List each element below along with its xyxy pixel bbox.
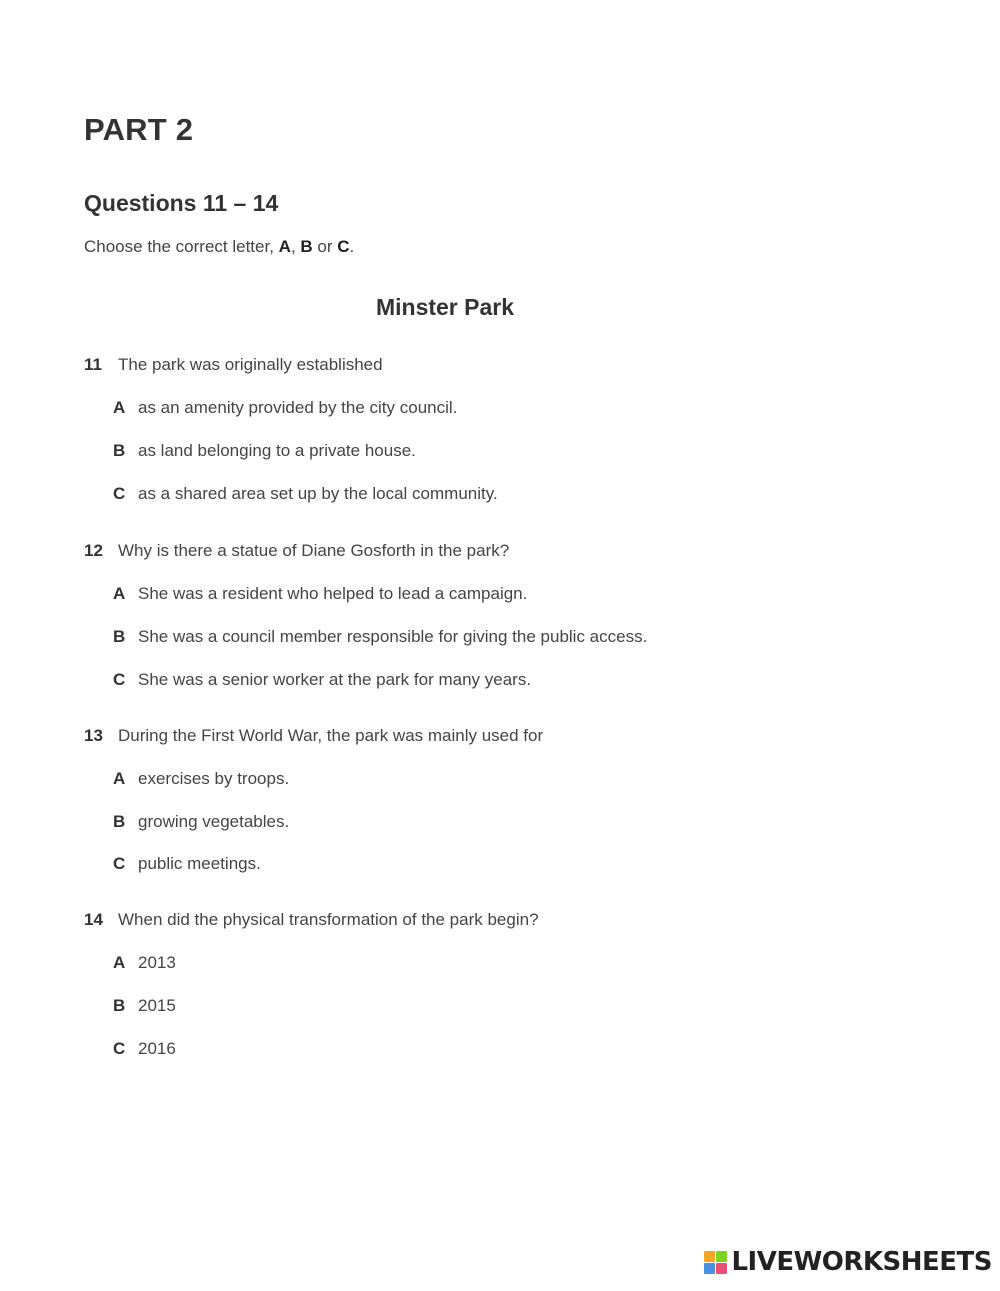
instruction-sep-1: ,	[290, 237, 301, 256]
option-letter: A	[113, 584, 126, 603]
option-text: 2016	[138, 1039, 176, 1058]
option-letter: A	[113, 953, 126, 972]
logo-blocks-icon	[704, 1251, 727, 1274]
question-11	[84, 355, 383, 375]
question-text: When did the physical transformation of the park begin?	[118, 910, 539, 929]
document-heading: Minster Park	[375, 294, 515, 320]
question-number: 13	[84, 726, 103, 745]
logo-text: LIVEWORKSHEETS	[731, 1247, 992, 1277]
questions-range-heading: Questions 11 – 14	[84, 190, 279, 216]
option-text: exercises by troops.	[138, 769, 290, 788]
option-letter: C	[113, 670, 126, 689]
instruction-prefix: Choose the correct letter,	[84, 237, 279, 256]
option-letter: B	[113, 441, 126, 460]
question-number: 14	[84, 910, 103, 929]
question-number: 12	[84, 541, 103, 560]
option-letter: B	[113, 812, 126, 831]
option-letter: A	[113, 769, 126, 788]
instruction-letter-b: B	[300, 237, 313, 256]
option-letter: B	[113, 996, 126, 1015]
page-title: PART 2	[84, 112, 194, 147]
question-12-option-b[interactable]	[113, 627, 647, 647]
question-13-option-c[interactable]	[113, 854, 261, 874]
instruction-letter-c: C	[337, 237, 350, 256]
option-letter: C	[113, 1039, 126, 1058]
option-text: as a shared area set up by the local community.	[138, 484, 498, 503]
question-12-option-c[interactable]	[113, 670, 531, 690]
question-text: The park was originally established	[118, 355, 383, 374]
option-letter: B	[113, 627, 126, 646]
question-number: 11	[84, 355, 102, 374]
question-11-option-c[interactable]	[113, 484, 498, 504]
question-11-option-b[interactable]	[113, 441, 416, 461]
question-13-option-a[interactable]	[113, 769, 289, 789]
option-text: 2013	[138, 953, 176, 972]
logo-block	[716, 1251, 727, 1262]
option-text: She was a senior worker at the park for many years.	[138, 670, 532, 689]
logo-block	[716, 1263, 727, 1274]
question-14-option-c[interactable]	[113, 1039, 176, 1059]
option-text: public meetings.	[138, 854, 261, 873]
option-text: She was a resident who helped to lead a campaign.	[138, 584, 528, 603]
option-letter: C	[113, 484, 126, 503]
question-14	[84, 910, 539, 930]
option-letter: C	[113, 854, 126, 873]
question-13-option-b[interactable]	[113, 812, 289, 832]
question-14-option-b[interactable]	[113, 996, 176, 1016]
liveworksheets-logo	[704, 1247, 992, 1277]
option-text: as an amenity provided by the city council.	[138, 398, 458, 417]
instruction-sep-2: or	[312, 237, 338, 256]
instruction-suffix: .	[349, 237, 355, 256]
instructions	[84, 237, 354, 257]
question-11-option-a[interactable]	[113, 398, 457, 418]
logo-block	[704, 1263, 715, 1274]
option-text: as land belonging to a private house.	[138, 441, 416, 460]
option-letter: A	[113, 398, 126, 417]
option-text: growing vegetables.	[138, 812, 290, 831]
option-text: 2015	[138, 996, 176, 1015]
question-12-option-a[interactable]	[113, 584, 527, 604]
option-text: She was a council member responsible for giving the public access.	[138, 627, 648, 646]
question-13	[84, 726, 543, 746]
question-text: Why is there a statue of Diane Gosforth in the park?	[118, 541, 510, 560]
logo-block	[704, 1251, 715, 1262]
question-text: During the First World War, the park was mainly used for	[118, 726, 544, 745]
question-14-option-a[interactable]	[113, 953, 176, 973]
instruction-letter-a: A	[278, 237, 291, 256]
question-12	[84, 541, 509, 561]
